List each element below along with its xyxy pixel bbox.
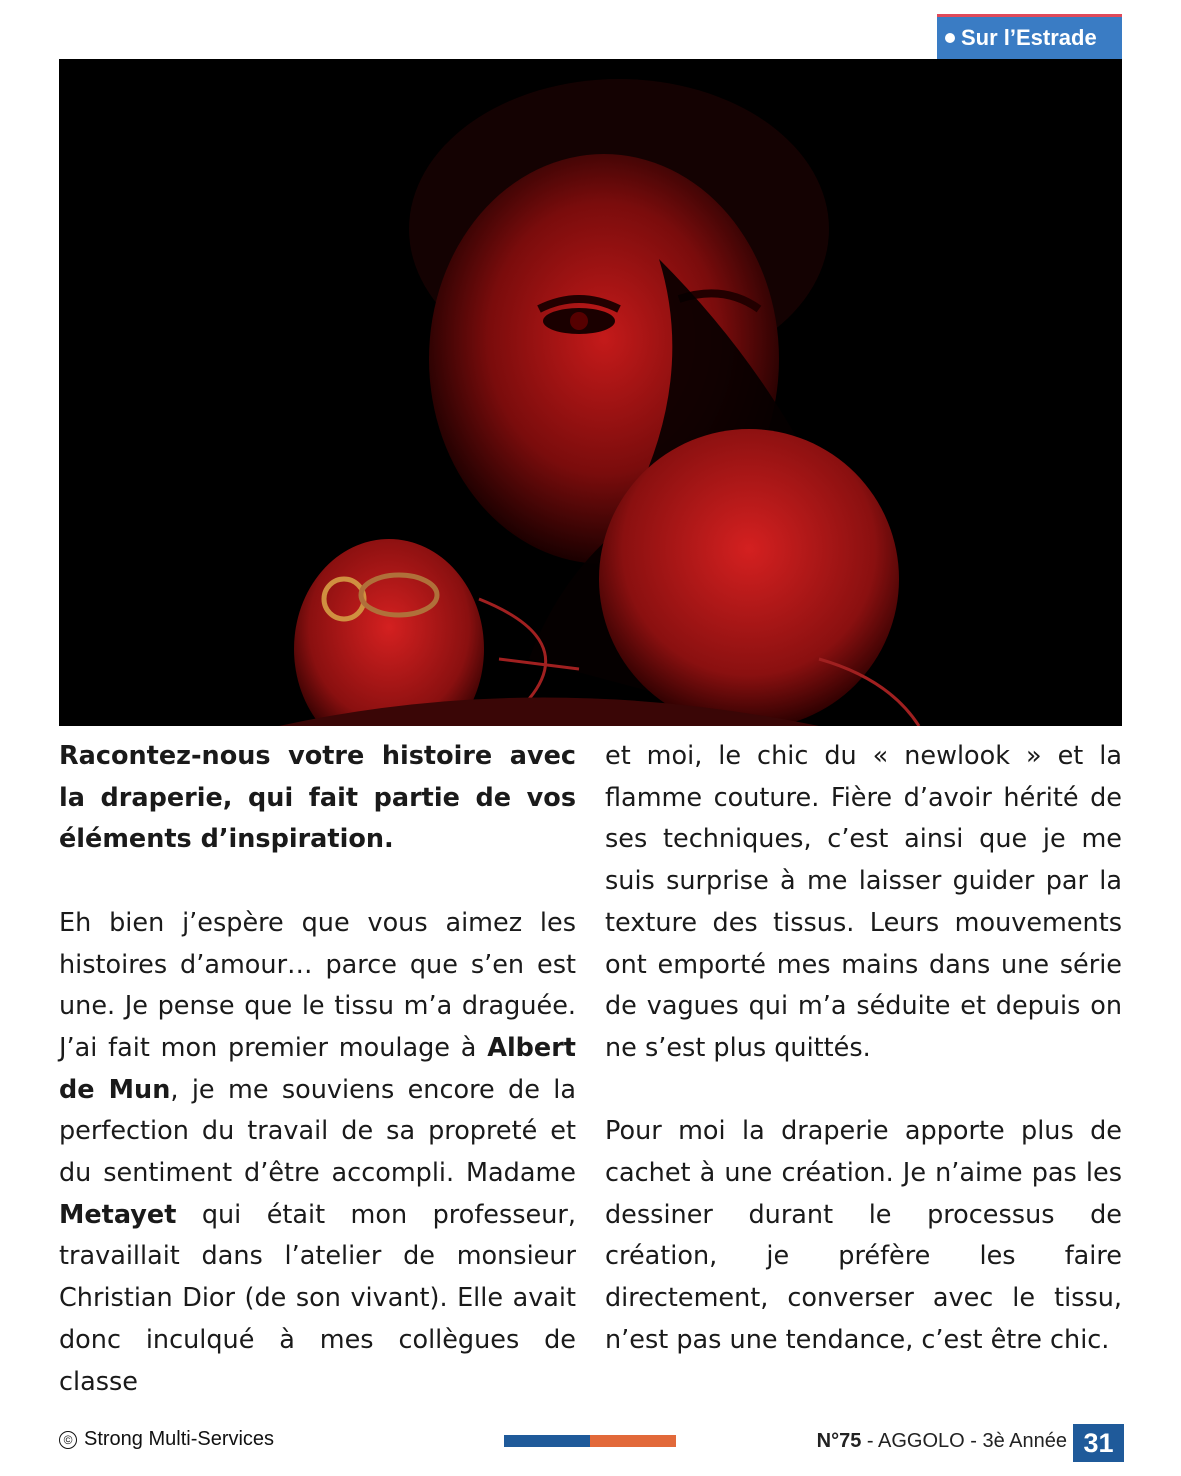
footer-bar-orange bbox=[590, 1435, 676, 1447]
portrait-photo-illustration bbox=[59, 59, 1122, 726]
footer-bar-blue bbox=[504, 1435, 590, 1447]
interview-question: Racontez-nous votre histoire avec la draperie, qui fait partie de vos éléments d’inspiration. bbox=[59, 741, 576, 855]
issue-info bbox=[817, 1430, 1067, 1453]
portrait-photo bbox=[59, 59, 1122, 726]
answer-paragraph-2: Pour moi la draperie apporte plus de cachet à une création. Je n’aime pas les dessiner durant le processus de création, je préfère les faire directement, converser avec le tissu, n’est pas une tendance, c’est être chic. bbox=[605, 1116, 1122, 1355]
name-metayet: Metayet bbox=[59, 1199, 177, 1230]
section-tag-label: Sur l’Estrade bbox=[961, 25, 1097, 50]
bullet-icon bbox=[945, 33, 955, 43]
answer-paragraph-start: Eh bien j’espère que vous aimez les histoires d’amour… parce que s’en est une. Je pense que le tissu m’a draguée. J’ai fait mon premier moulage à Albert de Mun, je me souviens encore de la perfection du travail de sa propreté et du sentiment d’être accompli. Madame Metayet qui était mon professeur, travaillait dans l’atelier de monsieur Christian Dior (de son vivant). Elle avait donc inculqué à mes collègues de classe bbox=[59, 907, 576, 1397]
article-column-right bbox=[605, 736, 1122, 1362]
copyright-icon: © bbox=[59, 1431, 77, 1449]
issue-details: - AGGOLO - 3è Année bbox=[861, 1430, 1067, 1452]
article-column-left bbox=[59, 736, 576, 1403]
copyright-text: Strong Multi-Services bbox=[84, 1428, 275, 1450]
answer-paragraph-continued: et moi, le chic du « newlook » et la flamme couture. Fière d’avoir hérité de ses techniques, c’est ainsi que je me suis surprise à me laisser guider par la texture des tissus. Leurs mouvements ont emporté mes mains dans une série de vagues qui m’a séduite et depuis on ne s’est plus quittés. bbox=[605, 741, 1122, 1063]
copyright-notice bbox=[59, 1428, 274, 1451]
name-albert-de-mun: Albert de Mun bbox=[59, 1032, 576, 1105]
section-tag bbox=[937, 14, 1122, 59]
page-number: 31 bbox=[1073, 1424, 1124, 1462]
issue-number: N°75 bbox=[816, 1430, 862, 1452]
